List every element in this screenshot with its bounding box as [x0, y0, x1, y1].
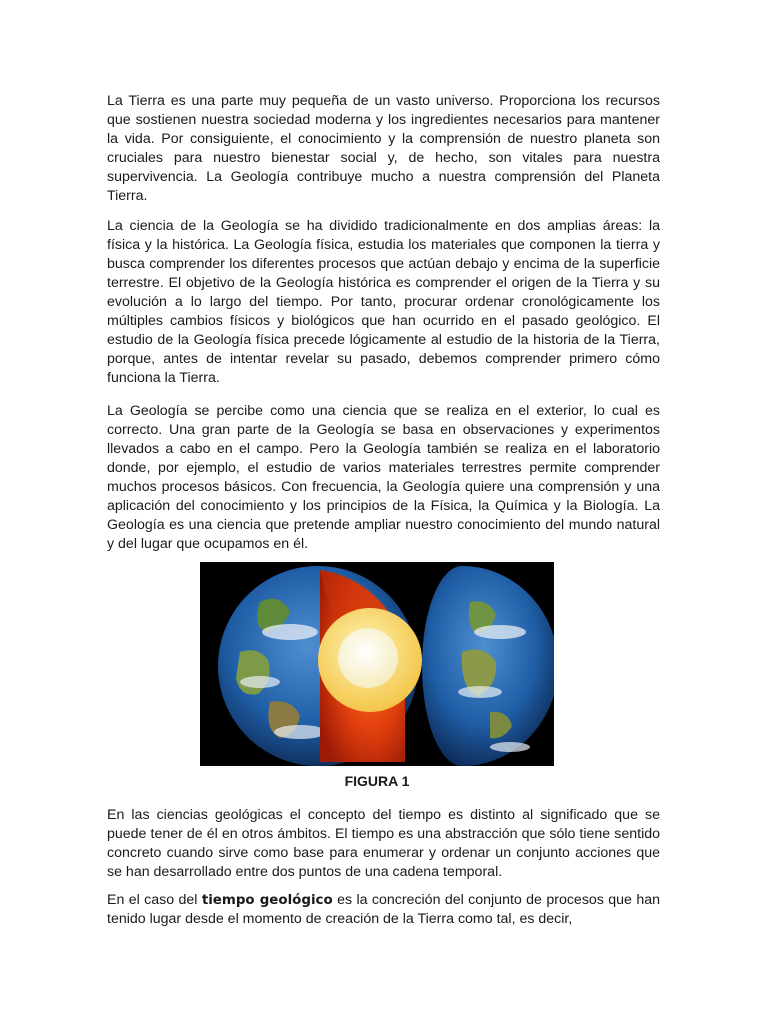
figure-caption: FIGURA 1 [344, 773, 410, 789]
paragraph-intro: La Tierra es una parte muy pequeña de un vasto universo. Proporciona los recursos que sostienen nuestra sociedad moderna y los ingredientes necesarios para mantener la vida. Por consiguiente, el conocimiento y la comprensión de nuestro planeta son cruciales para nuestro bienestar social y, de hecho, son vitales para nuestra supervivencia. La Geología contribuye mucho a nuestra comprensión del Planeta Tierra. [107, 93, 660, 204]
paragraph-text-end: es la concreción del conjunto de procesos que han tenido lugar desde el momento de creación de la Tierra como tal, es decir, [107, 892, 660, 927]
paragraph-geologic-time-concept: En las ciencias geológicas el concepto del tiempo es distinto al significado que se puede tener de él en otros ámbitos. El tiempo es una abstracción que sólo tiene sentido concreto cuando sirve como base para enumerar y ordenar un conjunto acciones que se han desarrollado entre dos puntos de una cadena temporal. [107, 807, 660, 880]
earth-layers-illustration [200, 562, 554, 766]
paragraph-text-start: En el caso del [107, 892, 202, 908]
earth-cross-section-figure [200, 562, 554, 766]
emphasized-term: tiempo geológico [201, 893, 333, 908]
paragraph-geology-areas: La ciencia de la Geología se ha dividido tradicionalmente en dos amplias áreas: la física y la histórica. La Geología física, estudia los materiales que componen la tierra y busca comprender los diferentes procesos que actúan debajo y encima de la superficie terrestre. El objetivo de la Geología histórica es comprender el origen de la Tierra y su evolución a lo largo del tiempo. Por tanto, procurar ordenar cronológicamente los múltiples cambios físicos y biológicos que han ocurrido en el pasado geológico. El estudio de la Geología física precede lógicamente al estudio de la historia de la Tierra, porque, antes de intentar revelar su pasado, debemos comprender primero cómo funciona la Tierra. [107, 218, 660, 386]
paragraph-geologic-time [107, 891, 660, 929]
paragraph-field-lab: La Geología se percibe como una ciencia que se realiza en el exterior, lo cual es correcto. Una gran parte de la Geología se basa en observaciones y experimentos llevados a cabo en el campo. Pero la Geología también se realiza en el laboratorio donde, por ejemplo, el estudio de varios materiales terrestres permite comprender muchos procesos básicos. Con frecuencia, la Geología quiere una comprensión y una aplicación del conocimiento y los principios de la Física, la Química y la Biología. La Geología es una ciencia que pretende ampliar nuestro conocimiento del mundo natural y del lugar que ocupamos en él. [107, 403, 660, 552]
